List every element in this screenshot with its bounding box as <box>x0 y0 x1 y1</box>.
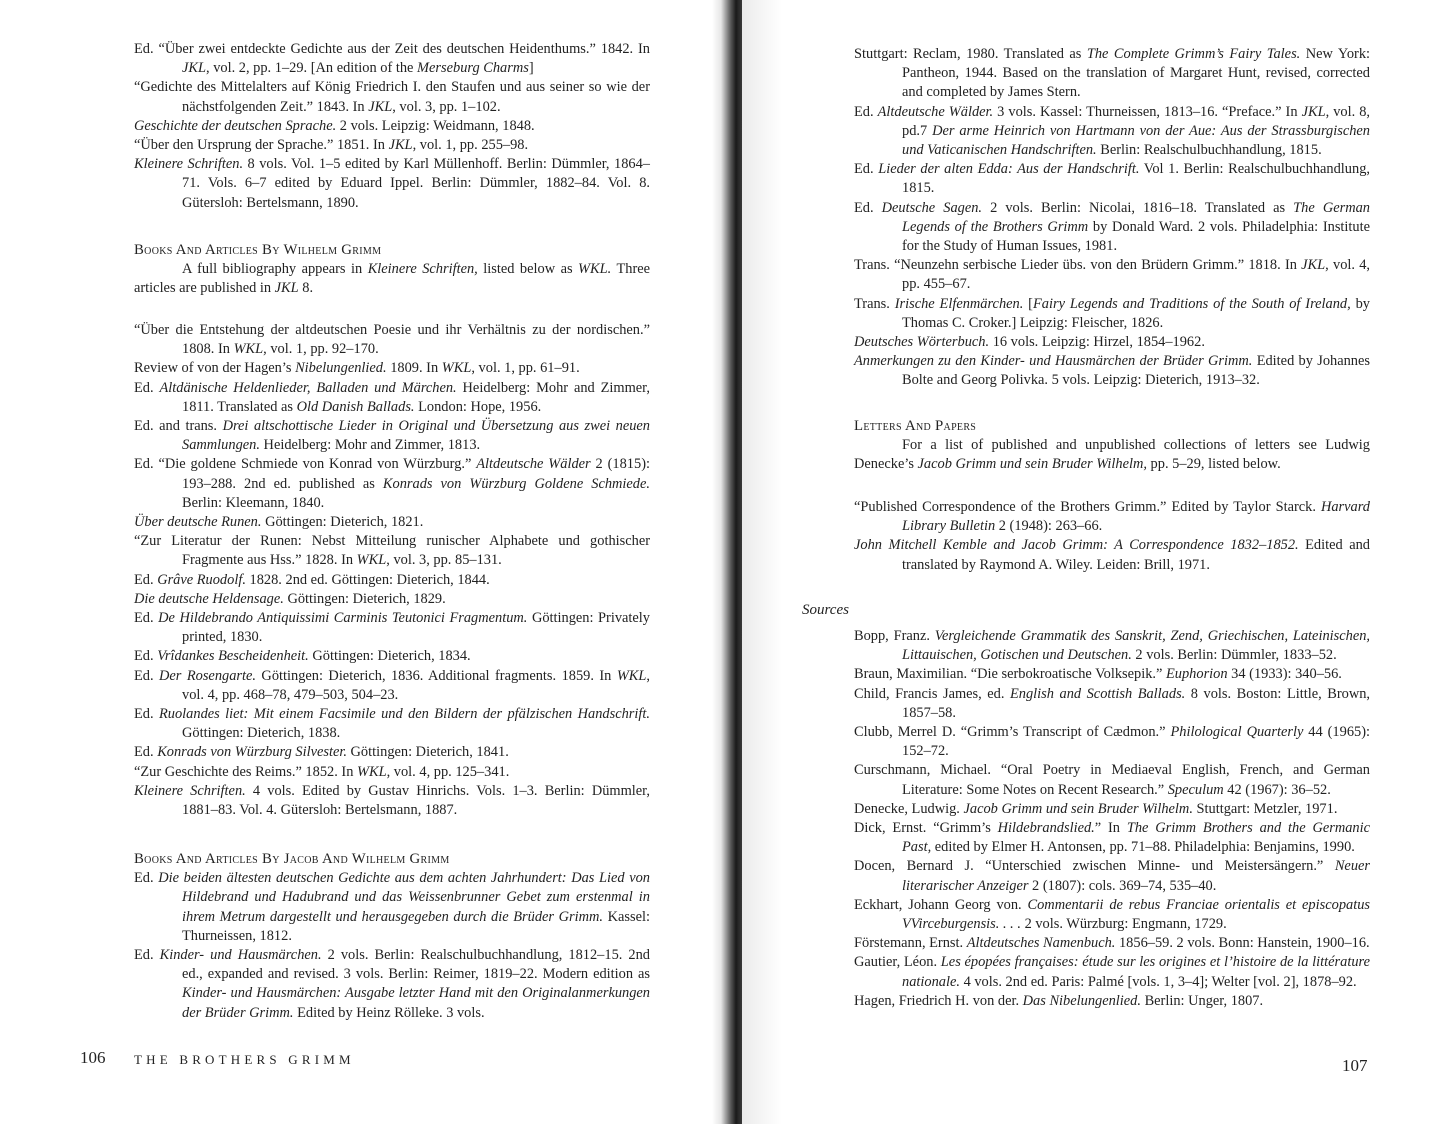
bibliography-entry: Docen, Bernard J. “Unterschied zwischen Minne- und Meistersängern.” Neuer literarischer Anzeiger 2 (1807): cols. 369–74, 535–40. <box>854 858 1370 894</box>
both-brothers-section <box>134 850 650 1023</box>
bibliography-entry: Ed. Ruolandes liet: Mit einem Facsimile und den Bildern der pfälzischen Handschrift. Göttingen: Dieterich, 1838. <box>134 706 650 742</box>
both-entries <box>134 869 650 1023</box>
bibliography-entry: “Über den Ursprung der Sprache.” 1851. In JKL, vol. 1, pp. 255–98. <box>134 137 529 154</box>
wilhelm-entries <box>134 321 650 820</box>
section-heading-wilhelm: Books And Articles By Wilhelm Grimm <box>134 242 382 258</box>
bibliography-entry: Anmerkungen zu den Kinder- und Hausmärchen der Brüder Grimm. Edited by Johannes Bolte and Georg Polivka. 5 vols. Leipzig: Dieterich, 1913–32. <box>854 353 1370 389</box>
bibliography-entry: Ed. and trans. Drei altschottische Lieder in Original und Übersetzung aus zwei neuen Sammlungen. Heidelberg: Mohr and Zimmer, 1813. <box>134 418 650 454</box>
bibliography-entry: Kleinere Schriften. 4 vols. Edited by Gustav Hinrichs. Vols. 1–3. Berlin: Dümmler, 1881–83. Vol. 4. Gütersloh: Bertelsmann, 1887. <box>134 782 650 819</box>
book-gutter <box>712 0 742 1124</box>
bibliography-entry: Ed. Der Rosengarte. Göttingen: Dieterich, 1836. Additional fragments. 1859. In WKL, vol. 4, pp. 468–78, 479–503, 504–23. <box>134 667 651 703</box>
bibliography-entry: Ed. Die beiden ältesten deutschen Gedichte aus dem achten Jahrhundert: Das Lied von Hildebrand und Hadubrand und das Weissenbrunner Gebet zum erstenmal in ihrem Metrum dargestellt und herausgegeben durch die Brüder Grimm. Kassel: Thurneissen, 1812. <box>134 870 650 944</box>
bibliography-entry: Gautier, Léon. Les épopées françaises: étude sur les origines et l’histoire de la littérature nationale. 4 vols. 2nd ed. Paris: Palmé [vols. 1, 3–4]; Welter [vol. 2], 1878–92. <box>854 954 1370 990</box>
page-number-left: 106 <box>80 1048 106 1067</box>
bibliography-entry: Ed. Lieder der alten Edda: Aus der Handschrift. Vol 1. Berlin: Realschulbuchhandlung, 1815. <box>854 161 1370 197</box>
section-heading-letters: Letters And Papers <box>854 418 977 434</box>
both-entries-continued <box>854 45 1370 391</box>
section-heading-sources: Sources <box>802 602 849 618</box>
bibliography-entry: Ed. Konrads von Würzburg Silvester. Göttingen: Dieterich, 1841. <box>134 744 509 761</box>
bibliography-entry: Hagen, Friedrich H. von der. Das Nibelungenlied. Berlin: Unger, 1807. <box>854 992 1264 1009</box>
sources-entries <box>854 627 1370 1011</box>
bibliography-entry: Ed. Kinder- und Hausmärchen. 2 vols. Berlin: Realschulbuchhandlung, 1812–15. 2nd ed., expanded and revised. 3 vols. Berlin: Reimer, 1819–22. Modern edition as Kinder- und Hausmärchen: Ausgabe letzter Hand mit den Originalanmerkungen der Brüder Grimm. Edited by Heinz Rölleke. 3 vols. <box>134 947 650 1021</box>
bibliography-entry: Trans. Irische Elfenmärchen. [Fairy Legends and Traditions of the South of Ireland, by Thomas C. Croker.] Leipzig: Fleischer, 1826. <box>854 295 1370 331</box>
bibliography-entry: Die deutsche Heldensage. Göttingen: Dieterich, 1829. <box>134 590 446 607</box>
bibliography-entry: Curschmann, Michael. “Oral Poetry in Mediaeval English, French, and German Literature: Some Notes on Recent Research.” Speculum 42 (1967): 36–52. <box>854 762 1370 798</box>
bibliography-entry: Förstemann, Ernst. Altdeutsches Namenbuch. 1856–59. 2 vols. Bonn: Hanstein, 1900–16. <box>854 935 1370 952</box>
bibliography-entry: Ed. De Hildebrando Antiquissimi Carminis Teutonici Fragmentum. Göttingen: Privately printed, 1830. <box>134 610 650 646</box>
bibliography-entry: Ed. Altdänische Heldenlieder, Balladen und Märchen. Heidelberg: Mohr and Zimmer, 1811. Translated as Old Danish Ballads. London: Hope, 1956. <box>134 379 650 415</box>
running-head: THE BROTHERS GRIMM <box>134 1052 355 1067</box>
bibliography-entry: “Über die Entstehung der altdeutschen Poesie und ihr Verhältnis zu der nordischen.” 1808. In WKL, vol. 1, pp. 92–170. <box>134 322 650 358</box>
bibliography-entry: Geschichte der deutschen Sprache. 2 vols. Leipzig: Weidmann, 1848. <box>134 117 535 134</box>
bibliography-entry: Ed. Vrîdankes Bescheidenheit. Göttingen: Dieterich, 1834. <box>134 648 471 665</box>
wilhelm-section <box>134 241 650 299</box>
bibliography-entry: Denecke, Ludwig. Jacob Grimm und sein Bruder Wilhelm. Stuttgart: Metzler, 1971. <box>854 800 1338 817</box>
bibliography-entry: Über deutsche Runen. Göttingen: Dieterich, 1821. <box>134 514 424 531</box>
bibliography-entry: “Zur Geschichte des Reims.” 1852. In WKL, vol. 4, pp. 125–341. <box>134 763 510 780</box>
bibliography-entry: Kleinere Schriften. 8 vols. Vol. 1–5 edited by Karl Müllenhoff. Berlin: Dümmler, 1864–71. Vols. 6–7 edited by Eduard Ippel. Berlin: Dümmler, 1882–84. Vol. 8. Gütersloh: Bertelsmann, 1890. <box>134 156 650 211</box>
section-intro-wilhelm: A full bibliography appears in Kleinere Schriften, listed below as WKL. Three articles are published in JKL 8. <box>134 261 651 297</box>
jacob-entries-continued <box>134 40 650 213</box>
bibliography-entry: Ed. “Über zwei entdeckte Gedichte aus der Zeit des deutschen Heidenthums.” 1842. In JKL, vol. 2, pp. 1–29. [An edition of the Merseburg Charms] <box>134 41 650 77</box>
bibliography-entry: Trans. “Neunzehn serbische Lieder übs. von den Brüdern Grimm.” 1818. In JKL, vol. 4, pp. 455–67. <box>854 257 1370 293</box>
bibliography-entry: Review of von der Hagen’s Nibelungenlied. 1809. In WKL, vol. 1, pp. 61–91. <box>134 360 580 377</box>
bibliography-entry: Deutsches Wörterbuch. 16 vols. Leipzig: Hirzel, 1854–1962. <box>854 334 1205 351</box>
bibliography-entry: Ed. Deutsche Sagen. 2 vols. Berlin: Nicolai, 1816–18. Translated as The German Legends of the Brothers Grimm by Donald Ward. 2 vols. Philadelphia: Institute for the Study of Human Issues, 1981. <box>854 199 1370 255</box>
bibliography-entry: Braun, Maximilian. “Die serbokroatische Volksepik.” Euphorion 34 (1933): 340–56. <box>854 666 1342 683</box>
right-page <box>742 0 1445 1124</box>
bibliography-entry: Child, Francis James, ed. English and Scottish Ballads. 8 vols. Boston: Little, Brown, 1857–58. <box>854 685 1371 721</box>
bibliography-entry: Stuttgart: Reclam, 1980. Translated as The Complete Grimm’s Fairy Tales. New York: Pantheon, 1944. Based on the translation of Margaret Hunt, revised, corrected and completed by James Stern. <box>854 46 1371 101</box>
page-number-right: 107 <box>1342 1056 1368 1075</box>
bibliography-entry: Bopp, Franz. Vergleichende Grammatik des Sanskrit, Zend, Griechischen, Lateinischen, Littauischen, Gotischen und Deutschen. 2 vols. Berlin: Dümmler, 1833–52. <box>854 628 1370 664</box>
bibliography-entry: John Mitchell Kemble and Jacob Grimm: A Correspondence 1832–1852. Edited and translated by Raymond A. Wiley. Leiden: Brill, 1971. <box>854 537 1370 573</box>
sources-section <box>802 601 1002 620</box>
bibliography-entry: Dick, Ernst. “Grimm’s Hildebrandslied.” In The Grimm Brothers and the Germanic Past, edited by Elmer H. Antonsen, pp. 71–88. Philadelphia: Benjamins, 1990. <box>854 820 1370 856</box>
letters-section <box>854 417 1370 475</box>
bibliography-entry: Ed. Grâve Ruodolf. 1828. 2nd ed. Göttingen: Dieterich, 1844. <box>134 571 490 588</box>
bibliography-entry: “Published Correspondence of the Brothers Grimm.” Edited by Taylor Starck. Harvard Library Bulletin 2 (1948): 263–66. <box>854 499 1370 535</box>
bibliography-entry: Ed. “Die goldene Schmiede von Konrad von Würzburg.” Altdeutsche Wälder 2 (1815): 193–288. 2nd ed. published as Konrads von Würzburg Goldene Schmiede. Berlin: Kleemann, 1840. <box>134 456 650 511</box>
section-heading-both: Books And Articles By Jacob And Wilhelm Grimm <box>134 851 450 867</box>
bibliography-entry: Clubb, Merrel D. “Grimm’s Transcript of Cædmon.” Philological Quarterly 44 (1965): 152–72. <box>854 724 1371 760</box>
section-intro-letters: For a list of published and unpublished collections of letters see Ludwig Denecke’s Jacob Grimm und sein Bruder Wilhelm, pp. 5–29, listed below. <box>854 437 1370 473</box>
bibliography-entry: “Gedichte des Mittelalters auf König Friedrich I. den Staufen und aus seiner so wie der nächstfolgenden Zeit.” 1843. In JKL, vol. 3, pp. 1–102. <box>134 79 650 115</box>
bibliography-entry: Ed. Altdeutsche Wälder. 3 vols. Kassel: Thurneissen, 1813–16. “Preface.” In JKL, vol. 8, pd.7 Der arme Heinrich von Hartmann von der Aue: Aus der Strassburgischen und Vaticanischen Handschriften. Berlin: Realschulbuchhandlung, 1815. <box>854 103 1370 159</box>
left-page <box>0 0 712 1124</box>
letters-entries <box>854 498 1370 575</box>
bibliography-entry: Eckhart, Johann Georg von. Commentarii de rebus Franciae orientalis et episcopatus VVirceburgensis. . . . 2 vols. Würzburg: Engmann, 1729. <box>854 896 1370 933</box>
bibliography-entry: “Zur Literatur der Runen: Nebst Mitteilung runischer Alphabete und gothischer Fragmente aus Hss.” 1828. In WKL, vol. 3, pp. 85–131. <box>134 533 650 569</box>
